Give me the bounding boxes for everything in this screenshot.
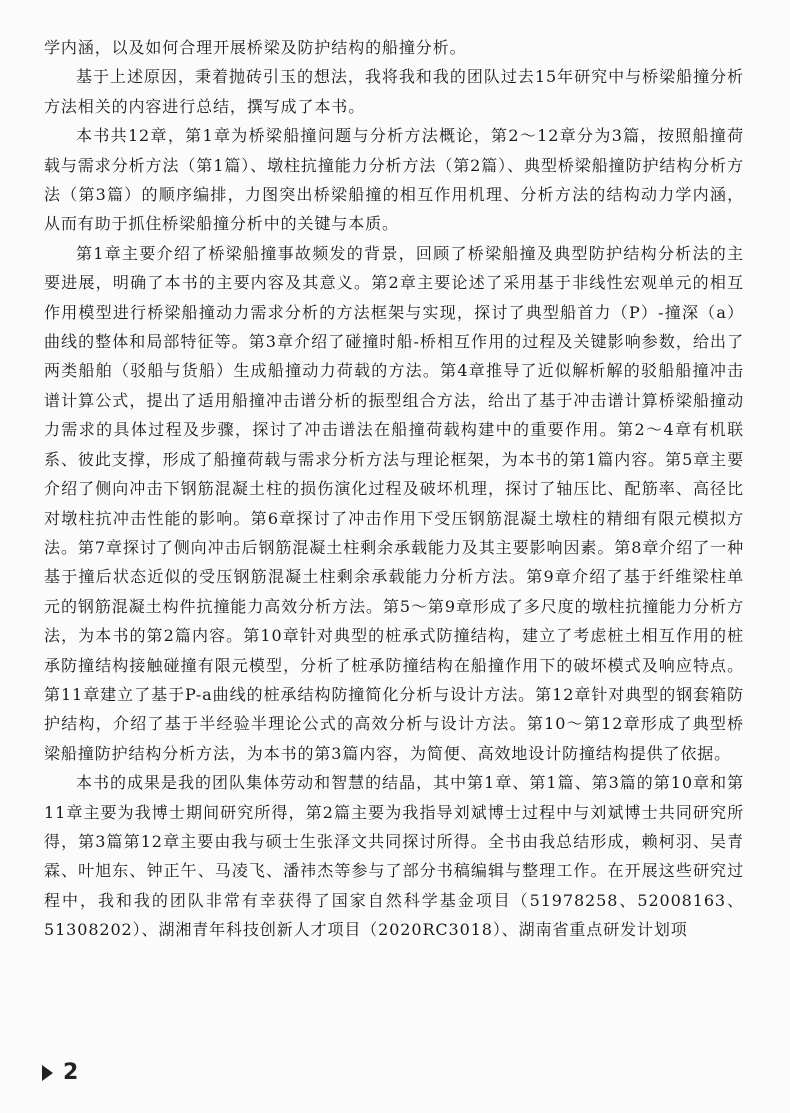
triangle-right-icon: [42, 1065, 53, 1081]
page-footer: [42, 1060, 78, 1085]
paragraph-book-structure: 本书共12章，第1章为桥梁船撞问题与分析方法概论，第2～12章分为3篇，按照船撞荷载与需求分析方法（第1篇）、墩柱抗撞能力分析方法（第2篇）、典型桥梁船撞防护结构分析方法（第3篇）的顺序编排，力图突出桥梁船撞的相互作用机理、分析方法的结构动力学内涵，从而有助于抓住桥梁船撞分析中的关键与本质。: [44, 126, 744, 234]
paragraph-acknowledgements: 本书的成果是我的团队集体劳动和智慧的结晶，其中第1章、第1篇、第3篇的第10章和第11章主要为我博士期间研究所得，第2篇主要为我指导刘斌博士过程中与刘斌博士共同研究所得，第3篇第12章主要由我与硕士生张泽文共同探讨所得。全书由我总结形成，赖柯羽、吴青霖、叶旭东、钟正午、马凌飞、潘祎杰等参与了部分书稿编辑与整理工作。在开展这些研究过程中，我和我的团队非常有幸获得了国家自然科学基金项目（51978258、52008163、51308202）、湖湘青年科技创新人才项目（2020RC3018）、湖南省重点研发计划项: [44, 773, 744, 940]
page-body: [44, 33, 744, 945]
paragraph-motivation: 基于上述原因，秉着抛砖引玉的想法，我将我和我的团队过去15年研究中与桥梁船撞分析方法相关的内容进行总结，撰写成了本书。: [44, 67, 744, 116]
paragraph-continuation: 学内涵，以及如何合理开展桥梁及防护结构的船撞分析。: [44, 38, 467, 57]
paragraph-chapter-summary: 第1章主要介绍了桥梁船撞事故频发的背景，回顾了桥梁船撞及典型防护结构分析法的主要进展，明确了本书的主要内容及其意义。第2章主要论述了采用基于非线性宏观单元的相互作用模型进行桥梁船撞动力需求分析的方法框架与实现，探讨了典型船首力（P）-撞深（a）曲线的整体和局部特征等。第3章介绍了碰撞时船-桥相互作用的过程及关键影响参数，给出了两类船舶（驳船与货船）生成船撞动力荷载的方法。第4章推导了近似解析解的驳船船撞冲击谱计算公式，提出了适用船撞冲击谱分析的振型组合方法，给出了基于冲击谱计算桥梁船撞动力需求的具体过程及步骤，探讨了冲击谱法在船撞荷载构建中的重要作用。第2～4章有机联系、彼此支撑，形成了船撞荷载与需求分析方法与理论框架，为本书的第1篇内容。第5章主要介绍了侧向冲击下钢筋混凝土柱的损伤演化过程及破坏机理，探讨了轴压比、配筋率、高径比对墩柱抗冲击性能的影响。第6章探讨了冲击作用下受压钢筋混凝土墩柱的精细有限元模拟方法。第7章探讨了侧向冲击后钢筋混凝土柱剩余承载能力及其主要影响因素。第8章介绍了一种基于撞后状态近似的受压钢筋混凝土柱剩余承载能力分析方法。第9章介绍了基于纤维梁柱单元的钢筋混凝土构件抗撞能力高效分析方法。第5～第9章形成了多尺度的墩柱抗撞能力分析方法，为本书的第2篇内容。第10章针对典型的桩承式防撞结构，建立了考虑桩土相互作用的桩承防撞结构接触碰撞有限元模型，分析了桩承防撞结构在船撞作用下的破坏模式及响应特点。第11章建立了基于P-a曲线的桩承结构防撞简化分析与设计方法。第12章针对典型的钢套箱防护结构，介绍了基于半经验半理论公式的高效分析与设计方法。第10～第12章形成了典型桥梁船撞防护结构分析方法，为本书的第3篇内容，为简便、高效地设计防撞结构提供了依据。: [44, 243, 744, 763]
page-number: 2: [63, 1060, 79, 1085]
